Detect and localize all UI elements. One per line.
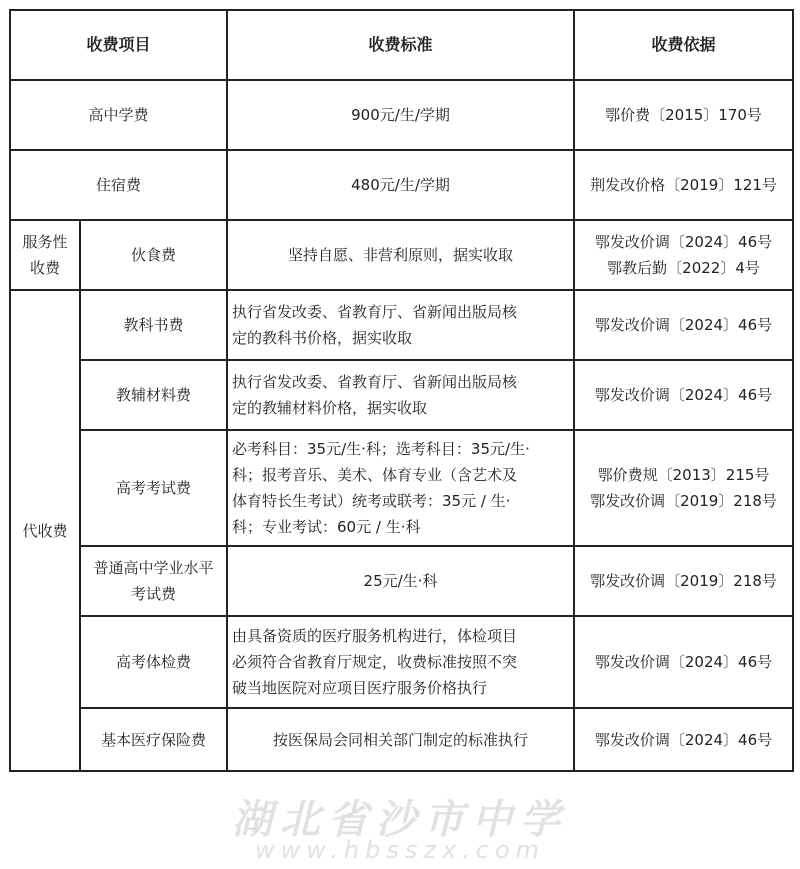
standard-cell: 坚持自愿、非营利原则，据实收取	[227, 220, 574, 290]
header-standard: 收费标准	[227, 10, 574, 80]
basis-cell: 鄂发改价调〔2024〕46号	[574, 360, 793, 430]
table-row	[10, 290, 793, 360]
fee-table	[9, 9, 794, 772]
basis-cell: 鄂价费〔2015〕170号	[574, 80, 793, 150]
agency-fee-group-label: 代收费	[10, 290, 80, 771]
item-cell: 高考体检费	[80, 616, 227, 708]
basis-cell: 鄂发改价调〔2024〕46号	[574, 290, 793, 360]
standard-line: 必考科目：35元/生·科；选考科目：35元/生·	[232, 440, 530, 458]
standard-line: 由具备资质的医疗服务机构进行，体检项目	[232, 627, 518, 645]
group-label-line: 收费	[29, 259, 60, 277]
standard-cell: 按医保局会同相关部门制定的标准执行	[227, 708, 574, 771]
standard-line: 执行省发改委、省教育厅、省新闻出版局核	[232, 373, 518, 391]
watermark-title: 湖北省沙市中学	[232, 796, 568, 843]
standard-cell: 480元/生/学期	[227, 150, 574, 220]
standard-line: 定的教辅材料价格，据实收取	[232, 399, 428, 417]
basis-cell: 荆发改价格〔2019〕121号	[574, 150, 793, 220]
standard-cell	[227, 360, 574, 430]
table-row	[10, 150, 793, 220]
table-row	[10, 430, 793, 546]
item-line: 考试费	[131, 585, 177, 603]
basis-cell: 鄂发改价调〔2019〕218号	[574, 546, 793, 616]
header-basis: 收费依据	[574, 10, 793, 80]
standard-line: 必须符合省教育厅规定，收费标准按照不突	[232, 653, 518, 671]
standard-cell	[227, 616, 574, 708]
item-cell: 教辅材料费	[80, 360, 227, 430]
basis-cell	[574, 220, 793, 290]
standard-cell: 900元/生/学期	[227, 80, 574, 150]
header-row	[10, 10, 793, 80]
standard-line: 定的教科书价格，据实收取	[232, 329, 413, 347]
basis-cell: 鄂发改价调〔2024〕46号	[574, 616, 793, 708]
basis-cell	[574, 430, 793, 546]
table-row	[10, 616, 793, 708]
standard-line: 破当地医院对应项目医疗服务价格执行	[232, 679, 488, 697]
basis-line: 鄂发改价调〔2024〕46号	[594, 233, 773, 251]
group-label-line: 服务性	[22, 233, 68, 251]
header-item: 收费项目	[10, 10, 227, 80]
standard-line: 体育特长生考试）统考或联考：35元 / 生·	[232, 492, 511, 510]
basis-line: 鄂发改价调〔2019〕218号	[590, 492, 777, 510]
item-cell: 高中学费	[10, 80, 227, 150]
item-cell: 教科书费	[80, 290, 227, 360]
service-fee-group-label	[10, 220, 80, 290]
basis-line: 鄂价费规〔2013〕215号	[597, 466, 770, 484]
item-line: 普通高中学业水平	[93, 559, 214, 577]
item-cell	[80, 546, 227, 616]
item-cell: 基本医疗保险费	[80, 708, 227, 771]
standard-cell	[227, 290, 574, 360]
standard-line: 科；报考音乐、美术、体育专业（含艺术及	[232, 466, 518, 484]
item-cell: 高考考试费	[80, 430, 227, 546]
table-row	[10, 220, 793, 290]
item-cell: 住宿费	[10, 150, 227, 220]
standard-cell: 25元/生·科	[227, 546, 574, 616]
basis-cell: 鄂发改价调〔2024〕46号	[574, 708, 793, 771]
basis-line: 鄂教后勤〔2022〕4号	[607, 259, 760, 277]
standard-line: 科；专业考试：60元 / 生·科	[232, 518, 421, 536]
table-row	[10, 80, 793, 150]
table-row	[10, 708, 793, 771]
standard-cell	[227, 430, 574, 546]
table-row	[10, 546, 793, 616]
watermark-url: www.hbsszx.com	[254, 836, 546, 864]
table-row	[10, 360, 793, 430]
standard-line: 执行省发改委、省教育厅、省新闻出版局核	[232, 303, 518, 321]
item-cell: 伙食费	[80, 220, 227, 290]
